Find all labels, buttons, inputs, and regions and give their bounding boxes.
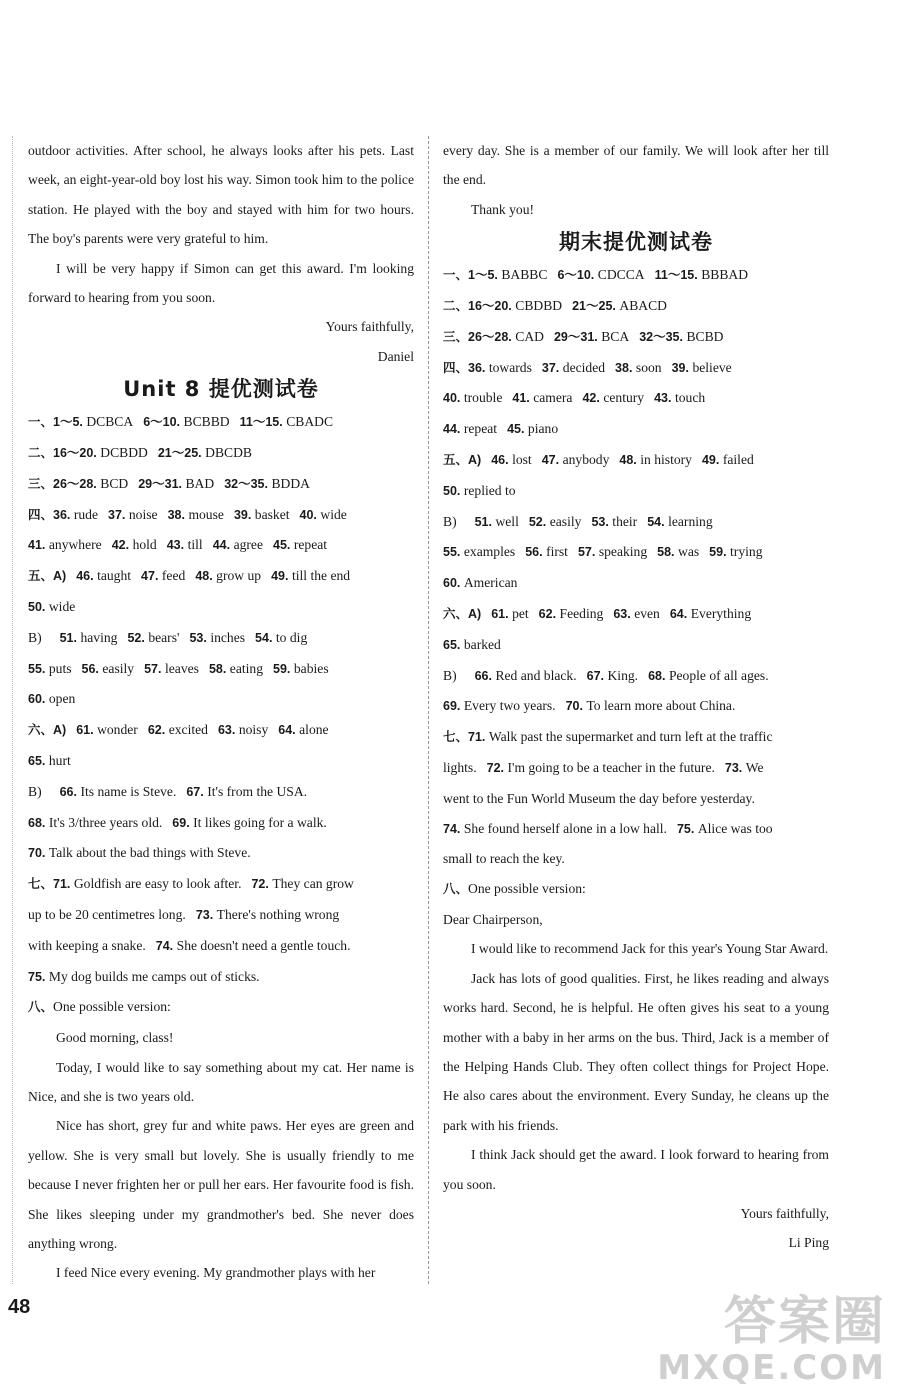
answer-text: camera — [533, 390, 573, 406]
answer-text: having — [80, 629, 118, 645]
answer-text: bears' — [148, 629, 180, 645]
answer-text: B) — [28, 629, 42, 645]
answer-number: 55. — [28, 661, 49, 676]
answer-line — [28, 561, 414, 592]
answer-number: 50. — [443, 483, 464, 498]
final-exam-title: 期末提优测试卷 — [559, 230, 713, 255]
right-column — [443, 136, 829, 1258]
answer-number: 65. — [28, 754, 49, 769]
answer-text: B) — [443, 513, 457, 529]
answer-text: CAD — [515, 328, 544, 344]
answer-text: It's 3/three years old. — [48, 814, 163, 830]
answer-text: with keeping a snake. — [28, 937, 146, 953]
answer-number: 七、71. — [443, 730, 489, 745]
answer-number: 29～31. — [138, 476, 186, 491]
answer-line — [443, 722, 829, 753]
answer-text: first — [546, 544, 568, 560]
answer-text: One possible version: — [468, 881, 586, 897]
answer-line — [28, 438, 414, 469]
answer-number: 49. — [701, 453, 723, 467]
letter-paragraph: I would like to recommend Jack for this year's Young Star Award. — [471, 941, 829, 957]
answer-text: There's nothing wrong — [216, 907, 340, 922]
column-divider — [428, 136, 429, 1284]
answer-number: 42. — [582, 391, 604, 406]
answer-line — [28, 746, 414, 777]
answer-line — [443, 568, 829, 599]
answer-text: wide — [48, 599, 76, 615]
answer-number: 49. — [271, 569, 292, 584]
letter-paragraph: I think Jack should get the award. I look forward to hearing from you soon. — [443, 1147, 829, 1192]
answer-line — [443, 630, 829, 661]
answer-number: 45. — [507, 422, 528, 437]
answer-number: 八、 — [28, 1000, 54, 1015]
answer-text: taught — [97, 568, 132, 584]
answer-text: replied to — [463, 482, 516, 498]
answer-number: 63. — [613, 606, 635, 621]
answer-number: 61. — [491, 606, 513, 621]
answer-text: It's from the USA. — [207, 783, 308, 799]
answer-text: repeat — [293, 537, 328, 553]
letter-closing: Yours faithfully, — [325, 319, 414, 335]
answer-line — [28, 654, 414, 685]
answer-text: lost — [512, 452, 532, 467]
answer-text: repeat — [463, 421, 498, 437]
answer-number: 74. — [155, 938, 177, 953]
answer-text: in history — [640, 452, 692, 467]
answer-number: 四、36. — [28, 507, 74, 522]
answer-number: 47. — [141, 569, 162, 584]
answer-number: 56. — [81, 661, 103, 676]
answer-number: 54. — [255, 630, 276, 645]
essay-paragraph: I feed Nice every evening. My grandmother plays with her — [56, 1265, 376, 1281]
answer-number: 44. — [212, 538, 234, 553]
answer-number: 45. — [273, 538, 294, 553]
answer-text: To learn more about China. — [586, 698, 736, 714]
answer-line — [443, 537, 829, 568]
answer-number: 75. — [676, 821, 698, 836]
answer-number: 70. — [565, 699, 587, 714]
answer-text: BAD — [185, 475, 215, 491]
essay-greeting: Good morning, class! — [56, 1030, 174, 1046]
watermark-logo-text: 答案圈 — [723, 1292, 886, 1352]
answer-number: 二、16～20. — [28, 446, 101, 461]
answer-text: up to be 20 centimetres long. — [28, 907, 186, 922]
answer-text: speaking — [598, 544, 648, 560]
letter-paragraph: outdoor activities. After school, he always looks after his pets. Last week, an eight-year-old boy lost his way. Simon took him to the police station. He played with the boy and stayed with him for two hours. The boy's parents were very grateful to him. — [28, 143, 414, 247]
answer-text: believe — [692, 359, 732, 375]
answer-text: piano — [527, 421, 559, 437]
watermark-url: MXQE.COM — [657, 1348, 886, 1388]
answer-text: wonder — [97, 722, 138, 738]
answer-number: 11～15. — [239, 415, 287, 430]
answer-line — [28, 623, 414, 654]
answer-number: 55. — [443, 545, 464, 560]
answer-number: 37. — [541, 360, 563, 375]
answer-number: 73. — [195, 908, 217, 922]
answer-text: BABBC — [501, 267, 548, 283]
answer-text: easily — [549, 513, 582, 529]
answer-line — [28, 869, 414, 900]
answer-text: even — [634, 605, 660, 621]
answer-number: 6～10. — [557, 268, 598, 283]
page-number: 48 — [8, 1296, 31, 1318]
answer-number: 68. — [648, 668, 669, 683]
answer-text: pet — [512, 605, 529, 621]
answer-number: 54. — [647, 514, 669, 529]
answer-text: I'm going to be a teacher in the future. — [507, 759, 715, 775]
answer-number: 39. — [671, 360, 693, 375]
answer-text: BBBAD — [701, 267, 749, 283]
answer-number: 40. — [443, 391, 464, 406]
answer-number: 七、71. — [28, 877, 74, 892]
answer-line — [28, 931, 414, 962]
answer-lines — [443, 260, 829, 905]
answer-text: was — [678, 544, 700, 560]
answer-text: My dog builds me camps out of sticks. — [48, 968, 260, 984]
answer-text: went to the Fun World Museum the day before yesterday. — [443, 790, 755, 806]
answer-text: They can grow — [272, 876, 354, 892]
answer-line — [28, 900, 414, 931]
answer-text: open — [48, 691, 76, 707]
answer-number: 53. — [591, 514, 613, 529]
answer-number: 43. — [654, 391, 675, 406]
answer-text: B) — [28, 783, 42, 799]
page-edge-line — [12, 136, 13, 1284]
letter-signature: Li Ping — [788, 1235, 829, 1251]
answer-number: 69. — [443, 699, 464, 714]
answer-number: 68. — [28, 815, 49, 830]
answer-number: 二、16～20. — [443, 299, 516, 314]
answer-number: 48. — [195, 569, 217, 584]
answer-line — [443, 753, 829, 784]
answer-number: 62. — [538, 606, 560, 621]
answer-number: 32～35. — [639, 329, 687, 344]
answer-number: 66. — [59, 784, 81, 799]
answer-text: She doesn't need a gentle touch. — [176, 937, 351, 953]
answer-number: 六、A) — [28, 723, 67, 738]
answer-number: 37. — [108, 507, 129, 522]
answer-number: 66. — [474, 668, 496, 683]
answer-line — [28, 530, 414, 561]
answer-number: 47. — [541, 453, 563, 467]
answer-number: 52. — [528, 514, 550, 529]
answer-text: Alice was too — [697, 820, 773, 836]
essay-paragraph: Nice has short, grey fur and white paws. Her eyes are green and yellow. She is very small but lovely. She is usually friendly to me because I never frighten her or pull her ears. Her favourite food is fish. She likes sleeping under my grandmother's bed. She never does anything wrong. — [28, 1118, 414, 1252]
answer-number: 73. — [724, 760, 746, 775]
letter-salutation: Dear Chairperson, — [443, 911, 543, 927]
answer-text: century — [603, 390, 645, 406]
answer-number: 72. — [486, 760, 508, 775]
answer-number: 29～31. — [553, 329, 602, 344]
answer-line — [28, 469, 414, 500]
answer-number: 32～35. — [224, 476, 272, 491]
answer-text: till — [187, 537, 203, 553]
essay-continuation: every day. She is a member of our family. We will look after her till the end. — [443, 143, 829, 188]
answer-text: easily — [102, 660, 135, 676]
answer-text: feed — [161, 568, 186, 584]
answer-number: 40. — [299, 507, 321, 522]
answer-text: leaves — [164, 660, 199, 676]
answer-number: 44. — [443, 422, 464, 437]
answer-text: soon — [635, 359, 662, 375]
answer-text: excited — [168, 722, 208, 738]
answer-line — [443, 291, 829, 322]
answer-text: noise — [128, 506, 158, 522]
answer-line — [28, 808, 414, 839]
answer-number: 46. — [491, 453, 513, 467]
answer-number: 50. — [28, 600, 49, 615]
answer-text: to dig — [275, 629, 308, 645]
answer-text: anywhere — [48, 537, 102, 553]
answer-number: 11～15. — [654, 268, 702, 283]
answer-text: BCBBD — [183, 414, 230, 430]
answer-text: Goldfish are easy to look after. — [73, 876, 242, 892]
answer-text: BDDA — [271, 475, 310, 491]
answer-number: 五、A) — [28, 569, 67, 584]
answer-number: 60. — [443, 576, 464, 591]
answer-number: 60. — [28, 692, 49, 707]
answer-number: 6～10. — [143, 415, 184, 430]
answer-line — [443, 507, 829, 538]
answer-text: CDCCA — [597, 267, 645, 283]
answer-text: She found herself alone in a low hall. — [463, 820, 667, 836]
answer-text: towards — [488, 359, 532, 375]
answer-text: examples — [463, 544, 516, 560]
answer-text: basket — [254, 506, 290, 522]
answer-number: 67. — [186, 784, 208, 799]
answer-text: lights. — [443, 759, 477, 775]
answer-number: 41. — [28, 538, 49, 553]
letter-paragraph: I will be very happy if Simon can get this award. I'm looking forward to hearing from you soon. — [28, 260, 414, 306]
answer-text: CBADC — [286, 414, 334, 430]
answer-number: 三、26～28. — [28, 476, 101, 491]
answer-number: 41. — [512, 391, 534, 406]
answer-text: trying — [730, 544, 763, 560]
answer-text: till the end — [291, 568, 351, 584]
answer-number: 52. — [127, 630, 149, 645]
answer-number: 63. — [217, 723, 239, 738]
answer-text: Its name is Steve. — [80, 783, 177, 799]
answer-text: decided — [562, 359, 606, 375]
answer-text: learning — [668, 513, 713, 529]
answer-number: 67. — [586, 668, 608, 683]
answer-number: 38. — [167, 507, 189, 522]
answer-text: eating — [229, 660, 264, 676]
answer-text: It likes going for a walk. — [193, 814, 327, 830]
answer-line — [443, 383, 829, 414]
answer-number: 一、1～5. — [28, 415, 87, 430]
answer-number: 62. — [147, 723, 169, 738]
answer-text: mouse — [188, 506, 224, 522]
answer-number: 48. — [619, 453, 641, 467]
answer-number: 43. — [166, 538, 188, 553]
answer-number: 51. — [59, 630, 81, 645]
answer-number: 57. — [144, 661, 165, 676]
answer-text: babies — [293, 660, 329, 676]
answer-text: agree — [233, 537, 263, 553]
answer-text: rude — [73, 506, 99, 522]
answer-text: CBDBD — [515, 298, 563, 314]
answer-line — [28, 684, 414, 715]
unit8-title: Unit 8 提优测试卷 — [123, 377, 319, 402]
answer-text: BCBD — [686, 328, 724, 344]
answer-line — [443, 599, 829, 630]
answer-text: DCBCA — [86, 414, 134, 430]
answer-number: 21～25. — [572, 299, 620, 314]
answer-number: 65. — [443, 637, 464, 652]
answer-text: alone — [299, 722, 329, 738]
answer-line — [443, 353, 829, 384]
answer-text: Feeding — [559, 605, 604, 621]
answer-line — [28, 407, 414, 438]
answer-number: 64. — [278, 723, 300, 738]
answer-text: Red and black. — [495, 667, 577, 683]
answer-text: noisy — [238, 722, 269, 738]
answer-number: 21～25. — [157, 446, 206, 461]
answer-text: DBCDB — [205, 445, 252, 461]
answer-number: 58. — [657, 545, 679, 560]
answer-text: Every two years. — [463, 698, 556, 714]
answer-number: 59. — [709, 545, 731, 560]
answer-number: 58. — [208, 661, 230, 676]
answer-line — [443, 445, 829, 476]
answer-line — [443, 691, 829, 722]
answer-text: King. — [607, 667, 639, 683]
answer-text: People of all ages. — [668, 667, 769, 683]
answer-lines — [28, 407, 414, 1023]
answer-text: ABACD — [619, 298, 667, 314]
answer-text: inches — [210, 629, 246, 645]
answer-text: Walk past the supermarket and turn left at the traffic — [488, 729, 773, 745]
answer-text: Talk about the bad things with Steve. — [48, 845, 251, 861]
left-column — [28, 136, 414, 1288]
watermark-logo — [657, 1294, 886, 1386]
answer-text: Everything — [690, 605, 752, 621]
answer-number: 57. — [577, 545, 599, 560]
answer-text: trouble — [463, 390, 503, 406]
answer-line — [443, 814, 829, 845]
answer-number: 74. — [443, 821, 464, 836]
answer-line — [443, 661, 829, 692]
answer-line — [443, 844, 829, 874]
answer-number: 39. — [233, 507, 255, 522]
answer-line — [443, 260, 829, 291]
essay-thanks: Thank you! — [471, 201, 535, 217]
answer-number: 69. — [172, 815, 194, 830]
answer-text: grow up — [216, 568, 262, 584]
answer-line — [443, 784, 829, 814]
answer-number: 38. — [615, 360, 636, 375]
answer-line — [443, 322, 829, 353]
answer-text: puts — [48, 660, 72, 676]
answer-text: B) — [443, 667, 457, 683]
essay-paragraph: Today, I would like to say something about my cat. Her name is Nice, and she is two years old. — [28, 1059, 414, 1104]
answer-text: small to reach the key. — [443, 851, 565, 867]
answer-number: 56. — [525, 545, 547, 560]
answer-text: their — [612, 513, 638, 529]
letter-paragraph: Jack has lots of good qualities. First, he likes reading and always works hard. Second, he is helpful. He often gives his seat to a young mother with a baby in her arms on the bus. Third, Jack is a member of the Helping Hands Club. They often collect things for Project Hope. He also cares about the environment. Every Sunday, he cleans up the park with his friends. — [443, 970, 829, 1133]
answer-text: well — [495, 513, 519, 529]
answer-number: 53. — [189, 630, 211, 645]
letter-signature: Daniel — [377, 348, 414, 364]
answer-line — [443, 874, 829, 905]
answer-number: 五、A) — [443, 453, 482, 467]
answer-text: anybody — [562, 452, 610, 467]
answer-text: barked — [463, 636, 501, 652]
answer-number: 八、 — [443, 882, 469, 897]
answer-number: 46. — [76, 569, 98, 584]
answer-number: 一、1～5. — [443, 268, 502, 283]
answer-number: 四、36. — [443, 360, 489, 375]
answer-number: 72. — [251, 877, 273, 892]
answer-text: DCBDD — [100, 445, 148, 461]
answer-line — [28, 500, 414, 531]
answer-number: 64. — [669, 606, 691, 621]
letter-closing: Yours faithfully, — [740, 1206, 829, 1222]
answer-text: BCD — [100, 475, 129, 491]
answer-line — [443, 414, 829, 445]
answer-number: 三、26～28. — [443, 329, 516, 344]
answer-text: hurt — [48, 753, 71, 769]
answer-text: wide — [320, 506, 347, 522]
answer-text: One possible version: — [53, 999, 171, 1015]
answer-text: failed — [722, 452, 754, 467]
answer-line — [28, 962, 414, 993]
answer-line — [443, 476, 829, 507]
answer-line — [28, 715, 414, 746]
answer-number: 70. — [28, 846, 49, 861]
answer-number: 六、A) — [443, 606, 482, 621]
answer-line — [28, 838, 414, 869]
answer-text: BCA — [601, 328, 630, 344]
answer-number: 42. — [111, 538, 133, 553]
answer-text: hold — [132, 537, 157, 553]
answer-line — [28, 777, 414, 808]
answer-line — [28, 592, 414, 623]
answer-text: American — [463, 575, 518, 591]
answer-line — [28, 992, 414, 1023]
answer-text: touch — [674, 390, 706, 406]
answer-number: 61. — [76, 723, 98, 738]
answer-text: We — [745, 759, 764, 775]
answer-number: 59. — [273, 661, 294, 676]
answer-number: 75. — [28, 969, 49, 984]
answer-number: 51. — [474, 514, 496, 529]
